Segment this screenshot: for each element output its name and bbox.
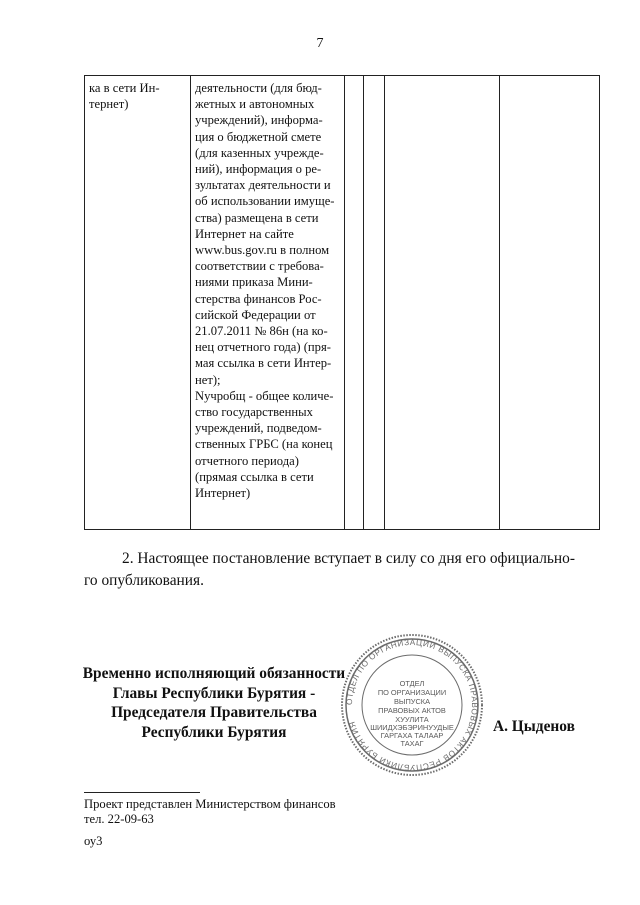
cell-text-line: 21.07.2011 № 86н (на ко- <box>195 324 328 339</box>
cell-text-line: ство государственных <box>195 405 313 420</box>
cell-text-line: мая ссылка в сети Интер- <box>195 356 332 371</box>
seal-ring-text: ОТДЕЛ ПО ОРГАНИЗАЦИИ ВЫПУСКА ПРАВОВЫХ АКТОВ РЕСПУБЛИКИ БУРЯТИЯ <box>344 637 480 773</box>
signer-title-line: Председателя Правительства <box>111 704 317 721</box>
cell-text-line: тернет) <box>89 97 129 112</box>
signer-title <box>74 664 354 742</box>
cell-text-line: Интернет) <box>195 486 251 501</box>
signer-title-line: Республики Бурятия <box>141 723 287 741</box>
cell-text-line: деятельности (для бюд- <box>195 81 322 95</box>
indicator-table <box>84 75 600 530</box>
cell-text-line: Nучробщ - общее количе- <box>195 388 334 403</box>
seal-center-line: ПРАВОВЫХ АКТОВ <box>378 706 446 715</box>
seal-center-line: ТАХАГ <box>400 739 424 748</box>
cell-text-line: зультатах деятельности и <box>195 178 331 193</box>
table-cell-formula <box>191 76 345 530</box>
seal-center-line: ПО ОРГАНИЗАЦИИ <box>377 688 447 697</box>
cell-text-line: www.bus.gov.ru в полном <box>195 243 330 258</box>
cell-text-line: нет); <box>195 372 221 387</box>
table-cell-empty <box>345 76 364 530</box>
footnote-line: тел. 22-09-63 <box>84 812 154 826</box>
paragraph-line: го опубликования. <box>84 572 204 589</box>
paragraph-line: 2. Настоящее постановление вступает в силу со дня его официально- <box>122 550 575 567</box>
cell-text-line: (для казенных учрежде- <box>195 145 324 160</box>
table-cell-empty <box>500 76 600 530</box>
cell-text-line: отчетного периода) <box>195 453 299 468</box>
cell-text-line: сийской Федерации от <box>195 307 316 322</box>
signer-title-line: Временно исполняющий обязанности <box>82 665 346 682</box>
table-cell-empty <box>385 76 500 530</box>
table-cell-indicator <box>85 76 191 530</box>
cell-text-line: ниями приказа Мини- <box>195 275 313 290</box>
page-number: 7 <box>316 36 324 51</box>
cell-text-line: Интернет на сайте <box>195 226 294 241</box>
official-seal <box>337 630 487 780</box>
cell-text-line: соответствии с требова- <box>195 259 324 274</box>
cell-text-line: ний), информация о ре- <box>195 162 322 177</box>
seal-center-line: ХУУЛИТА <box>395 715 429 724</box>
signer-title-line: Главы Республики Бурятия - <box>112 684 316 702</box>
cell-text-line: учреждений), информа- <box>195 113 323 128</box>
footnote-line: Проект представлен Министерством финансов <box>84 797 336 811</box>
cell-text-line: стерства финансов Рос- <box>195 291 322 306</box>
footnote <box>84 797 336 827</box>
footnote-divider <box>84 792 200 793</box>
seal-center-line: ШИИДХЭБЭРИНУУДЫЕ <box>370 723 454 732</box>
cell-text-line: (прямая ссылка в сети <box>195 469 314 484</box>
cell-text-line: ка в сети Ин- <box>89 81 160 95</box>
cell-text-line: ственных ГРБС (на конец <box>195 437 333 452</box>
signatory-name: А. Цыденов <box>493 718 575 735</box>
table-cell-empty <box>364 76 385 530</box>
cell-text-line: жетных и автономных <box>195 97 315 112</box>
cell-text-line: ция о бюджетной смете <box>195 129 322 144</box>
seal-center-line: ГАРГАХА ТАЛААР <box>380 731 444 740</box>
seal-center-line: ВЫПУСКА <box>393 697 431 706</box>
seal-center-line: ОТДЕЛ <box>399 679 425 688</box>
cell-text-line: учреждений, подведом- <box>195 421 322 436</box>
cell-text-line: ства) размещена в сети <box>195 210 319 225</box>
table-row <box>85 76 600 530</box>
document-code: оу3 <box>84 834 103 848</box>
resolution-paragraph <box>84 548 573 592</box>
cell-text-line: об использовании имуще- <box>195 194 335 209</box>
cell-text-line: нец отчетного года) (пря- <box>195 340 331 355</box>
